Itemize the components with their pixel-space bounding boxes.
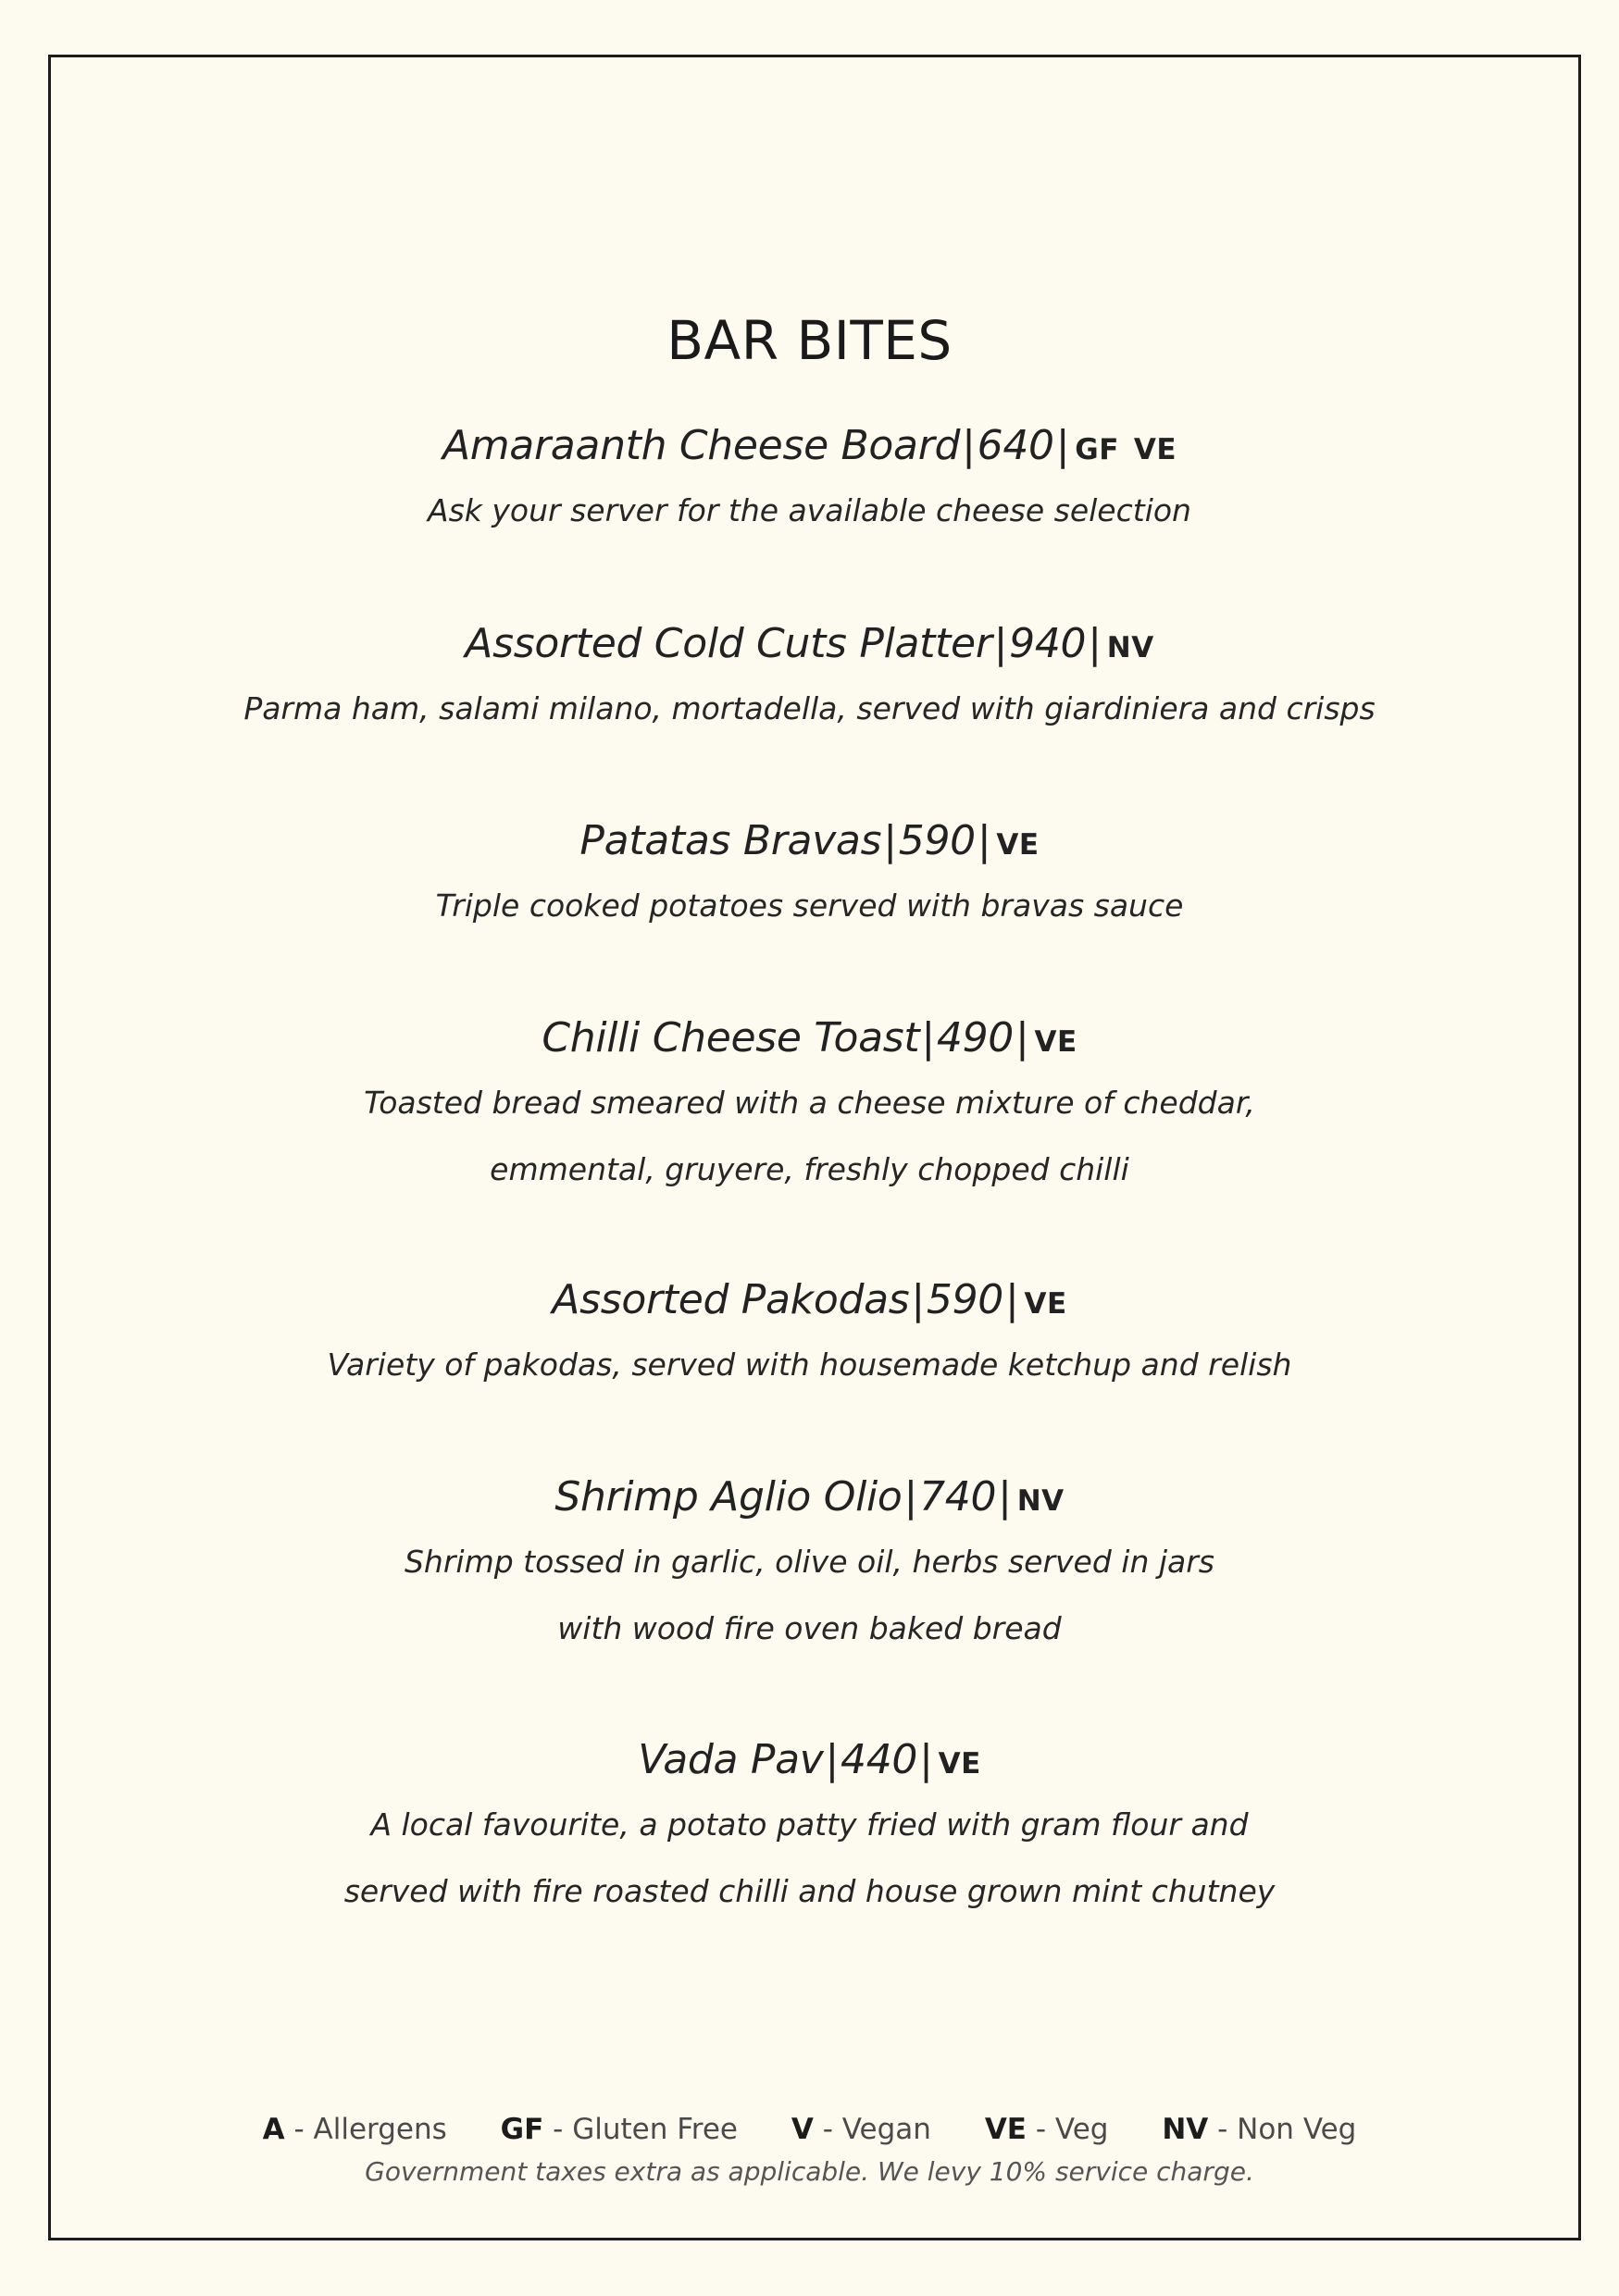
menu-item-heading	[0, 1272, 1619, 1332]
separator: |	[977, 817, 991, 864]
item-price: 940	[1009, 620, 1087, 667]
item-description: Ask your server for the available cheese selection	[428, 492, 1191, 528]
legend-dash: -	[1208, 2113, 1238, 2146]
separator: |	[1088, 620, 1102, 667]
legend-entry	[791, 2113, 931, 2146]
diet-tag: NV	[1106, 631, 1154, 664]
separator: |	[998, 1473, 1012, 1520]
legend-entry	[263, 2113, 447, 2146]
separator: |	[1055, 422, 1070, 469]
item-description: Variety of pakodas, served with housemade ketchup and relish	[327, 1347, 1292, 1383]
diet-legend	[0, 2113, 1619, 2146]
item-name: Chilli Cheese Toast	[542, 1014, 920, 1061]
legend-entry	[985, 2113, 1109, 2146]
menu-item	[0, 1272, 1619, 1398]
item-description: A local favourite, a potato patty fried with gram flour and	[370, 1806, 1249, 1843]
menu-item	[0, 1732, 1619, 1925]
diet-tag: VE	[1133, 433, 1177, 466]
legend-code: NV	[1162, 2113, 1209, 2146]
item-name: Shrimp Aglio Olio	[554, 1473, 903, 1520]
item-price: 490	[936, 1014, 1014, 1061]
menu-item	[0, 616, 1619, 742]
legend-label: Veg	[1054, 2113, 1109, 2146]
menu-item	[0, 1011, 1619, 1203]
legend-dash: -	[1026, 2113, 1055, 2146]
separator: |	[1015, 1014, 1029, 1061]
legend-label: Gluten Free	[572, 2113, 738, 2146]
menu-item-heading	[0, 616, 1619, 676]
item-name: Vada Pav	[638, 1736, 824, 1783]
separator: |	[1005, 1276, 1019, 1323]
legend-code: A	[262, 2113, 285, 2146]
menu-title: BAR BITES	[666, 308, 953, 372]
legend-dash: -	[813, 2113, 842, 2146]
separator: |	[919, 1736, 933, 1783]
item-description: emmental, gruyere, freshly chopped chilli	[490, 1151, 1129, 1187]
item-name: Assorted Cold Cuts Platter	[465, 620, 992, 667]
item-name: Assorted Pakodas	[552, 1276, 910, 1323]
item-description: Toasted bread smeared with a cheese mixture of cheddar,	[364, 1085, 1255, 1121]
legend-label: Vegan	[841, 2113, 931, 2146]
legend-entry	[501, 2113, 738, 2146]
item-description: Triple cooked potatoes served with bravas sauce	[435, 887, 1184, 924]
item-name: Patatas Bravas	[579, 817, 882, 864]
separator: |	[993, 620, 1008, 667]
separator: |	[883, 817, 897, 864]
menu-item	[0, 813, 1619, 939]
diet-tag: VE	[1034, 1025, 1077, 1059]
diet-tag: NV	[1016, 1484, 1065, 1518]
diet-tag: VE	[1024, 1287, 1067, 1321]
item-price: 740	[919, 1473, 997, 1520]
separator: |	[903, 1473, 918, 1520]
tax-footnote: Government taxes extra as applicable. We levy 10% service charge.	[365, 2156, 1254, 2187]
menu-item	[0, 1470, 1619, 1662]
legend-dash: -	[543, 2113, 573, 2146]
item-description: Parma ham, salami milano, mortadella, served with giardiniera and crisps	[243, 690, 1376, 726]
separator: |	[921, 1014, 935, 1061]
diet-tag: VE	[938, 1747, 981, 1781]
item-description: served with fire roasted chilli and house grown mint chutney	[343, 1873, 1276, 1909]
diet-tag: VE	[996, 828, 1040, 862]
item-price: 440	[841, 1736, 918, 1783]
item-price: 640	[977, 422, 1054, 469]
menu-item-heading	[0, 1732, 1619, 1792]
separator: |	[911, 1276, 925, 1323]
menu-item-heading	[0, 1011, 1619, 1070]
item-description: with wood fire oven baked bread	[557, 1610, 1062, 1646]
item-name: Amaraanth Cheese Board	[442, 422, 961, 469]
item-price: 590	[926, 1276, 1004, 1323]
legend-dash: -	[284, 2113, 314, 2146]
legend-code: VE	[984, 2113, 1027, 2146]
menu-item	[0, 418, 1619, 544]
legend-entry	[1162, 2113, 1356, 2146]
diet-tag: GF	[1075, 433, 1119, 466]
legend-label: Allergens	[313, 2113, 447, 2146]
legend-code: V	[791, 2113, 814, 2146]
legend-code: GF	[500, 2113, 544, 2146]
menu-item-heading	[0, 418, 1619, 478]
separator: |	[962, 422, 976, 469]
menu-item-heading	[0, 1470, 1619, 1529]
menu-item-heading	[0, 813, 1619, 873]
separator: |	[825, 1736, 839, 1783]
legend-label: Non Veg	[1237, 2113, 1357, 2146]
item-description: Shrimp tossed in garlic, olive oil, herbs served in jars	[404, 1544, 1215, 1580]
item-price: 590	[898, 817, 976, 864]
